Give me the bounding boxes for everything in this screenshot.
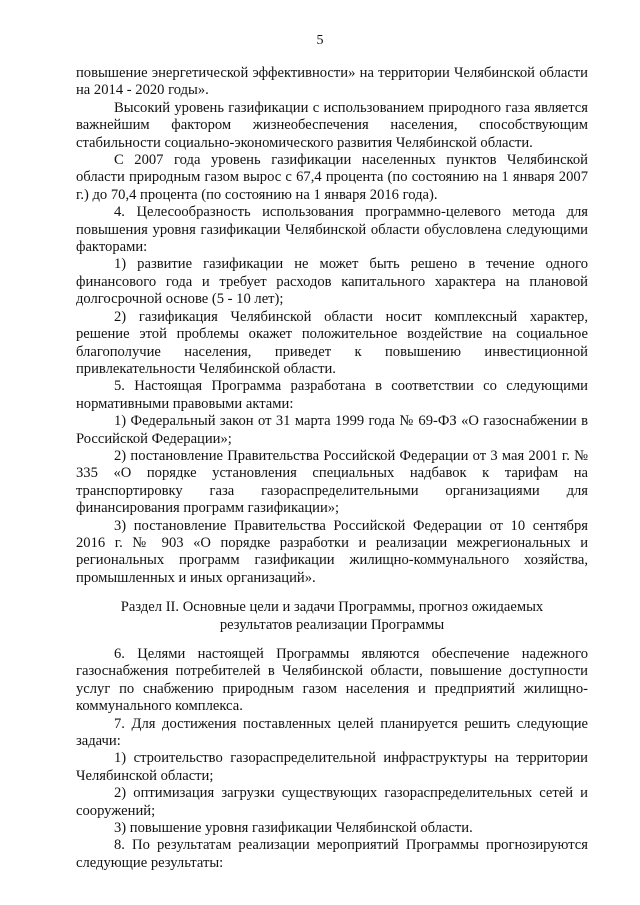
paragraph: 6. Целями настоящей Программы являются обеспечение надежного газоснабжения потребителей в Челябинской области, повышение доступности услуг по снабжению природным газом населения и предприятий жилищно-коммунального комплекса. bbox=[76, 646, 588, 715]
paragraph: 7. Для достижения поставленных целей планируется решить следующие задачи: bbox=[76, 715, 588, 750]
paragraph: 3) повышение уровня газификации Челябинской области. bbox=[114, 820, 473, 837]
paragraphs-before-section bbox=[76, 65, 588, 587]
section-heading bbox=[76, 599, 588, 634]
paragraph: 8. По результатам реализации мероприятий Программы прогнозируются следующие результаты: bbox=[76, 837, 588, 871]
section-heading-line-2: результатов реализации Программы bbox=[219, 616, 445, 633]
paragraph: 2) оптимизация загрузки существующих газораспределительных сетей и сооружений; bbox=[76, 785, 588, 819]
paragraph: 1) развитие газификации не может быть решено в течение одного финансового года и требует расходов капитального характера на плановой долгосрочной основе (5 - 10 лет); bbox=[76, 256, 588, 308]
document-body bbox=[76, 65, 588, 872]
paragraph: С 2007 года уровень газификации населенных пунктов Челябинской области природным газом вырос с 67,4 процента (по состоянию на 1 января 2007 г.) до 70,4 процента (по состоянию на 1 января 2016 года). bbox=[76, 152, 588, 203]
section-heading-line-1: Раздел II. Основные цели и задачи Программы, прогноз ожидаемых bbox=[120, 599, 544, 616]
paragraph: 5. Настоящая Программа разработана в соответствии со следующими нормативными правовыми актами: bbox=[76, 378, 588, 412]
paragraph: 4. Целесообразность использования программно-целевого метода для повышения уровня газификации Челябинской области обусловлена следующими факторами: bbox=[76, 204, 588, 256]
paragraph: 2) постановление Правительства Российской Федерации от 3 мая 2001 г. № 335 «О порядке установления специальных надбавок к тарифам на транспортировку газа газораспределительными организациями для финансирования программ газификации»; bbox=[76, 447, 588, 517]
paragraph: 1) Федеральный закон от 31 марта 1999 года № 69-ФЗ «О газоснабжении в Российской Федерации»; bbox=[76, 413, 588, 447]
paragraph: 3) постановление Правительства Российской Федерации от 10 сентября 2016 г. № 903 «О порядке разработки и реализации межрегиональных и региональных программ газификации жилищно-коммунального хозяйства, промышленных и иных организаций». bbox=[76, 517, 588, 586]
paragraph: 2) газификация Челябинской области носит комплексный характер, решение этой проблемы окажет положительное воздействие на социальное благополучие населения, приведет к повышению инвестиционной привлекательности Челябинской области. bbox=[76, 308, 588, 377]
paragraph: повышение энергетической эффективности» на территории Челябинской области на 2014 - 2020 годы». bbox=[76, 65, 588, 99]
page-number: 5 bbox=[316, 33, 324, 48]
paragraph: Высокий уровень газификации с использованием природного газа является важнейшим фактором жизнеобеспечения населения, способствующим стабильности социально-экономического развития Челябинской области. bbox=[76, 99, 588, 151]
paragraph: 1) строительство газораспределительной инфраструктуры на территории Челябинской области; bbox=[76, 750, 588, 784]
paragraphs-after-section bbox=[76, 646, 588, 872]
